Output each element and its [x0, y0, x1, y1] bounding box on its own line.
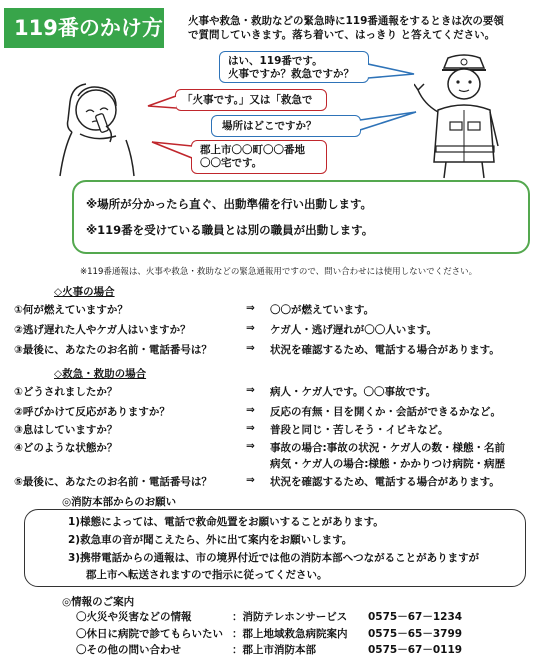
caller-bubble-2-tail [150, 140, 192, 164]
rescue-row: ②呼びかけて反応がありますか？ ⇒ 反応の有無・目を開くか・会話ができるかなど。 [14, 404, 501, 418]
dispatcher-bubble-2: 場所はどこですか？ [211, 115, 361, 137]
fire-row: ③最後に、あなたのお名前・電話番号は？ ⇒ 状況を確認するため、電話する場合があります。 [14, 342, 500, 356]
phone-number: 0575－67－0119 [368, 644, 463, 656]
fire-row: ②逃げ遅れた人やケガ人はいますか？ ⇒ ケガ人・逃げ遅れが〇〇人います。 [14, 322, 437, 336]
arrow-icon: ⇒ [246, 474, 255, 486]
arrow-icon: ⇒ [246, 384, 255, 396]
info-heading: ◎情報のご案内 [62, 596, 135, 608]
caller-bubble-2: 郡上市〇〇町〇〇番地 〇〇宅です。 [191, 140, 327, 174]
rescue-section-heading: ◇救急・救助の場合 [54, 368, 147, 380]
info-row: 〇休日に病院で診てもらいたい ：郡上地域救急病院案内 0575－65－3799 [76, 628, 463, 640]
dispatch-info-box: ※場所が分かったら直ぐ、出動準備を行い出動します。 ※119番を受けている職員とは別の職員が出動します。 [72, 180, 530, 254]
rescue-row: ①どうされましたか？ ⇒ 病人・ケガ人です。〇〇事故です。 [14, 384, 437, 398]
page-title: 119番のかけ方 [4, 8, 164, 48]
info-row: 〇火災や災害などの情報 ：消防テレホンサービス 0575－67－1234 [76, 611, 463, 623]
intro-text: 火事や救急・救助などの緊急時に119番通報をするときは次の要領 で質問していきます。落ち着いて、はっきり と答えてください。 [188, 15, 504, 41]
rescue-row: ④どのような状態か？ ⇒ 事故の場合:事故の状況・ケガ人の数・様態・名前 [14, 440, 505, 454]
request-item: 1)様態によっては、電話で救命処置をお願いすることがあります。 [68, 516, 384, 528]
rescue-row-continuation: 病気・ケガ人の場合:様態・かかりつけ病院・病歴 [270, 458, 505, 470]
phone-number: 0575－67－1234 [368, 611, 463, 623]
fire-row: ①何が燃えていますか？ ⇒ 〇〇が燃えています。 [14, 302, 375, 316]
dispatcher-bubble-2-tail [360, 110, 420, 134]
rescue-row: ⑤最後に、あなたのお名前・電話番号は？ ⇒ 状況を確認するため、電話する場合があります。 [14, 474, 500, 488]
info-row: 〇その他の問い合わせ ：郡上市消防本部 0575－67－0119 [76, 644, 463, 656]
caller-bubble-1: 「火事です。」又は「救急で [175, 89, 327, 111]
fire-section-heading: ◇火事の場合 [54, 286, 115, 298]
dispatcher-bubble-1: はい、119番です。 火事ですか？救急ですか？ [219, 51, 369, 83]
arrow-icon: ⇒ [246, 422, 255, 434]
phone-number: 0575－65－3799 [368, 628, 463, 640]
caller-bubble-1-tail [146, 94, 176, 114]
request-item: 2)救急車の音が聞こえたら、外に出て案内をお願いします。 [68, 534, 353, 546]
arrow-icon: ⇒ [246, 322, 255, 334]
request-item-continuation: 郡上市へ転送されますので指示に従ってください。 [86, 569, 328, 581]
dispatcher-bubble-1-tail [368, 60, 418, 84]
requests-heading: ◎消防本部からのお願い [62, 496, 177, 508]
usage-note: ※119番通報は、火事や救急・救助などの緊急通報用ですので、問い合わせには使用しないでください。 [80, 267, 478, 277]
dispatcher-illustration [414, 50, 514, 180]
arrow-icon: ⇒ [246, 404, 255, 416]
arrow-icon: ⇒ [246, 440, 255, 452]
arrow-icon: ⇒ [246, 302, 255, 314]
rescue-row: ③息はしていますか？ ⇒ 普段と同じ・苦しそう・イビキなど。 [14, 422, 449, 436]
arrow-icon: ⇒ [246, 342, 255, 354]
caller-illustration [56, 76, 138, 178]
request-item: 3)携帯電話からの通報は、市の境界付近では他の消防本部へつながることがありますが [68, 552, 480, 564]
